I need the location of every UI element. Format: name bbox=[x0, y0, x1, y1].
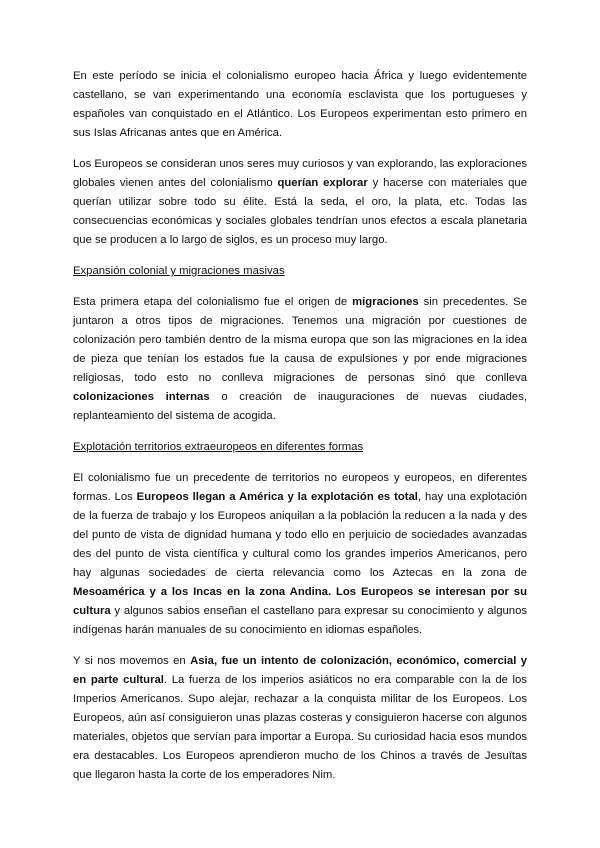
section-heading-expansion: Expansión colonial y migraciones masivas bbox=[73, 265, 285, 277]
paragraph-text: . La fuerza de los imperios asiáticos no era comparable con la de los Imperios Americanos. Supo alejar, rechazar a la conquista militar de los Europeos. Los Europeos, aún así consiguieron unas plazas costeras y consiguieron hacerse con algunos materiales, objetos que servían para importar a Europa. Su curiosidad hacia esos mundos era destacables. Los Europeos aprendieron mucho de los Chinos a través de Jesuïtas que llegaron hasta la corte de los emperadores Nim. bbox=[73, 674, 527, 781]
paragraph-text: y hacerse con materiales que querían utilizar sobre todo su élite. Está la seda, el oro, la plata, etc. Todas las consecuencias económicas y sociales globales tendrían unos efectos a escala planetaria que se producen a lo largo de siglos, es un proceso muy largo. bbox=[73, 177, 527, 246]
paragraph-text: o creación de inauguraciones de nuevas ciudades, replanteamiento del sistema de acogida. bbox=[73, 391, 527, 422]
paragraph-text: , hay una explotación de la fuerza de trabajo y los Europeos aniquilan a la población la reducen a la nada y des del punto de vista de dignidad humana y todo ello en perjuicio de sociedades avanzadas des del punto de vista científica y cultural como los grandes imperios Americanos, pero hay algunas sociedades de cierta relevancia como los Aztecas en la zona de bbox=[73, 491, 527, 579]
paragraph-text: y algunos sabios enseñan el castellano para expresar su conocimiento y algunos indígenas harán manuales de su conocimiento en idiomas españoles. bbox=[73, 605, 527, 636]
section-heading-explotacion: Explotación territorios extraeuropeos en diferentes formas bbox=[73, 441, 364, 453]
paragraph-text: En este período se inicia el colonialismo europeo hacia África y luego evidentemente castellano, se van experimentando una economía esclavista que los portugueses y españoles van conquistado en el Atlántico. Los Europeos experimentan esto primero en sus Islas Africanas antes que en América. bbox=[73, 70, 527, 139]
paragraph-text: Y si nos movemos en bbox=[73, 655, 191, 667]
bold-phrase: Mesoamérica y a los Incas en la zona Andina. Los Europeos se interesan por su cultura bbox=[73, 586, 527, 617]
paragraph-text: sin precedentes. Se juntaron a otros tipos de migraciones. Tenemos una migración por cuestiones de colonización pero también dentro de la misma europa que son las migraciones en la idea de pieza que tenían los estados fue la causa de expulsiones y por ende migraciones religiosas, todo esto no conlleva migraciones de personas sinó que conlleva bbox=[73, 296, 527, 384]
paragraph-exploraciones bbox=[73, 155, 527, 250]
document-page bbox=[73, 67, 527, 797]
paragraph-text: Esta primera etapa del colonialismo fue el origen de bbox=[73, 296, 353, 308]
bold-phrase: colonizaciones internas bbox=[73, 391, 210, 403]
paragraph-america bbox=[73, 469, 527, 640]
bold-phrase: Europeos llegan a América y la explotación es total bbox=[136, 491, 418, 503]
paragraph-asia bbox=[73, 652, 527, 785]
bold-phrase: migraciones bbox=[352, 296, 419, 308]
paragraph-text: Los Europeos se consideran unos seres muy curiosos y van explorando, las exploraciones globales vienen antes del colonialismo bbox=[73, 158, 528, 189]
paragraph-colonialismo-africa bbox=[73, 67, 527, 143]
paragraph-migraciones bbox=[73, 293, 527, 426]
bold-phrase: Asia, fue un intento de colonización, económico, comercial y en parte cultural bbox=[73, 655, 527, 686]
bold-phrase: querían explorar bbox=[277, 177, 368, 189]
paragraph-text: El colonialismo fue un precedente de territorios no europeos y europeos, en diferentes formas. Los bbox=[73, 472, 527, 503]
